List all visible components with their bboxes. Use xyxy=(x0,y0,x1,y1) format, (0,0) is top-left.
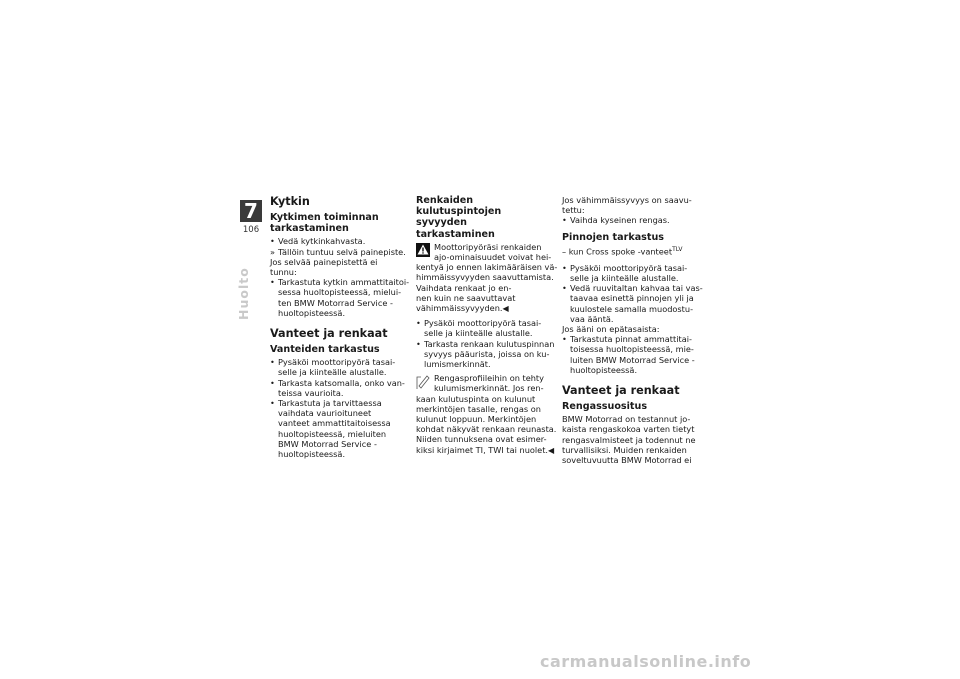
chapter-tab-label: Huolto xyxy=(236,267,251,320)
text-line: kulumismerkinnät. Jos ren- xyxy=(434,383,544,394)
text-line: selle ja kiinteälle alustalle. xyxy=(424,328,533,339)
list-kulutuspinta-steps xyxy=(416,318,555,370)
text-line: nen kuin ne saavuttavat xyxy=(416,292,516,303)
paragraph-painepiste: Jos selvää painepistettä ei tunnu: xyxy=(270,256,378,278)
text-line: syvyys pääurista, joissa on ku- xyxy=(424,348,550,359)
text-line: Vedä kytkinkahvasta. xyxy=(278,236,366,247)
text-line: Tarkasta katsomalla, onko van- xyxy=(278,377,405,388)
list-item-text xyxy=(570,283,703,324)
text-line: kulunut loppuun. Merkintöjen xyxy=(416,414,537,425)
text-line: huoltopisteessä. xyxy=(570,364,638,375)
note-text xyxy=(416,373,557,456)
text-line: toisessa huoltopisteessä, mie- xyxy=(570,344,694,355)
text-line: teissa vaurioita. xyxy=(278,387,344,398)
list-item xyxy=(416,318,552,338)
list-vaihda-rengas xyxy=(562,215,702,225)
list-item-text xyxy=(570,334,702,375)
heading-kytkimen-toiminta: Kytkimen toiminnan tarkastaminen xyxy=(270,212,379,235)
page-number: 106 xyxy=(242,225,260,235)
text-line: Pysäköi moottoripyörä tasai- xyxy=(278,357,396,368)
bullet-marker: • xyxy=(562,334,567,345)
text-line: selle ja kiinteälle alustalle. xyxy=(278,367,387,378)
end-marker: ◀ xyxy=(548,445,555,455)
list-item xyxy=(270,398,406,459)
chapter-marker xyxy=(240,200,262,235)
text-line: kaan kulutuspinta on kulunut xyxy=(416,393,536,404)
bullet-marker: • xyxy=(562,262,567,273)
text-line: Vaihdata renkaat jo en- xyxy=(416,282,512,293)
text-line: huoltopisteessä. xyxy=(278,449,346,460)
text-line: Tarkastuta kytkin ammattitaitoi- xyxy=(278,277,410,288)
text-line: kentyä jo ennen lakimääräisen vä- xyxy=(416,262,558,273)
list-item-text xyxy=(570,215,702,225)
list-item-text xyxy=(278,378,406,398)
column-3 xyxy=(562,195,702,465)
text-line: Tällöin tuntuu selvä painepiste. xyxy=(278,246,406,257)
text-line: kaista rengaskokoa varten tietyt xyxy=(562,424,695,435)
list-item-text xyxy=(278,236,406,246)
heading-pinnojen-tarkastus: Pinnojen tarkastus xyxy=(562,231,665,243)
heading-vanteiden-tarkastus: Vanteiden tarkastus xyxy=(270,344,380,356)
text-line: huoltopisteessä. xyxy=(278,307,346,318)
bullet-marker: • xyxy=(270,398,275,409)
note-pencil-icon xyxy=(416,374,430,390)
text-line: taavaa esinettä pinnojen yli ja xyxy=(570,293,694,304)
bullet-marker: • xyxy=(416,338,421,349)
text-line: huoltopisteessä, mieluiten xyxy=(278,428,387,439)
bullet-marker: • xyxy=(270,357,275,368)
list-vanteet-steps xyxy=(270,357,406,459)
note-block xyxy=(416,373,557,456)
paragraph-rengassuositus xyxy=(562,414,702,465)
text-line xyxy=(416,303,552,314)
text-line: selle ja kiinteälle alustalle. xyxy=(570,272,679,283)
chapter-number: 7 xyxy=(240,200,262,222)
bullet-marker: • xyxy=(270,377,275,388)
text-line: kiksi kirjaimet TI, TWI tai nuolet. xyxy=(416,444,549,455)
heading-kulutuspinta: Renkaiden kulutuspintojen syvyyden tarkastaminen xyxy=(416,195,502,240)
text-line: vähimmäissyvyyden. xyxy=(416,303,503,314)
list-item-text xyxy=(570,263,702,283)
list-item-text xyxy=(278,357,406,377)
watermark-text: carmanualsonline.info xyxy=(540,652,752,671)
text-line: soveltuvuutta BMW Motorrad ei xyxy=(562,455,692,465)
list-pinnat-steps xyxy=(562,263,702,324)
text-line: BMW Motorrad on testannut jo- xyxy=(562,414,691,425)
text-line: Tarkastuta pinnat ammattitai- xyxy=(570,334,692,345)
heading-rengassuositus: Rengassuositus xyxy=(562,400,648,412)
text-line: lumismerkinnät. xyxy=(424,359,491,370)
heading-vanteet-ja-renkaat: Vanteet ja renkaat xyxy=(270,327,388,341)
warning-block xyxy=(416,241,558,314)
text-line: merkintöjen tasalle, rengas on xyxy=(416,403,541,414)
text-line: turvallisiksi. Muiden renkaiden xyxy=(562,444,687,455)
text-line: sessa huoltopisteessä, mielui- xyxy=(278,287,402,298)
bullet-marker: • xyxy=(562,283,567,294)
list-item xyxy=(416,338,555,370)
text-line: BMW Motorrad Service - xyxy=(278,438,377,449)
heading-kytkin: Kytkin xyxy=(270,195,310,208)
list-item xyxy=(562,334,702,375)
list-item-text xyxy=(278,398,406,459)
list-item xyxy=(270,277,410,318)
list-item xyxy=(270,247,406,257)
list-item-text xyxy=(278,277,409,318)
text-line: Vaihda kyseinen rengas. xyxy=(570,215,670,226)
text-line: vaihdata vaurioituneet xyxy=(278,408,372,419)
text-line: himmäissyvyyden saavuttamista. xyxy=(416,272,554,283)
text-line: Pysäköi moottoripyörä tasai- xyxy=(570,262,688,273)
warning-triangle-icon xyxy=(416,243,430,257)
bullet-marker: • xyxy=(416,318,421,329)
list-item xyxy=(562,283,702,324)
text-line: vaa ääntä. xyxy=(570,313,614,324)
list-pinnat-service xyxy=(562,334,702,375)
list-kytkin-service xyxy=(270,277,410,318)
list-item xyxy=(270,378,406,398)
bullet-marker: • xyxy=(562,215,567,226)
text-line: Tarkastuta ja tarvittaessa xyxy=(278,398,382,409)
bullet-marker: » xyxy=(270,246,276,257)
bullet-marker: • xyxy=(270,236,275,247)
text-line: Tarkasta renkaan kulutuspinnan xyxy=(424,338,555,349)
text-line: kohdat näkyvät renkaan reunasta. xyxy=(416,424,557,435)
text-line: Pysäköi moottoripyörä tasai- xyxy=(424,318,542,329)
text-line: kuulostele samalla muodostu- xyxy=(570,303,694,314)
column-2 xyxy=(416,195,558,456)
list-item-text xyxy=(424,318,552,338)
text-line: ten BMW Motorrad Service - xyxy=(278,297,393,308)
text-line: Moottoripyöräsi renkaiden xyxy=(434,241,542,252)
list-kytkin-steps xyxy=(270,236,406,256)
bullet-marker: • xyxy=(270,277,275,288)
condition-cross-spoke: – kun Cross spoke -vanteet$^{TLV}$ xyxy=(562,245,683,257)
text-line: ajo-ominaisuudet voivat hei- xyxy=(434,252,552,263)
list-item xyxy=(270,357,406,377)
text-line: Vedä ruuvitaltan kahvaa tai vas- xyxy=(570,283,703,294)
paragraph-vahimmaissyvyys xyxy=(562,195,702,215)
list-item-text xyxy=(424,339,554,370)
text-line: vanteet ammattitaitoisessa xyxy=(278,418,391,429)
text-line: Rengasprofiileihin on tehty xyxy=(434,373,544,384)
column-1 xyxy=(270,195,410,460)
heading-vanteet-ja-renkaat-2: Vanteet ja renkaat xyxy=(562,383,680,397)
text-line xyxy=(416,444,555,456)
warning-text xyxy=(416,241,558,314)
text-line: tettu: xyxy=(562,205,585,216)
text-line: luiten BMW Motorrad Service - xyxy=(570,354,695,365)
text-line: Jos vähimmäissyvyys on saavu- xyxy=(562,195,692,205)
list-item-text xyxy=(278,247,406,257)
text-line: rengasvalmisteet ja todennut ne xyxy=(562,434,696,445)
list-item xyxy=(562,215,702,225)
text-line: Niiden tunnuksena ovat esimer- xyxy=(416,434,547,445)
list-item xyxy=(270,236,406,246)
end-marker: ◀ xyxy=(502,304,509,314)
paragraph-aani-epatasaista: Jos ääni on epätasaista: xyxy=(562,323,660,334)
list-item xyxy=(562,263,702,283)
